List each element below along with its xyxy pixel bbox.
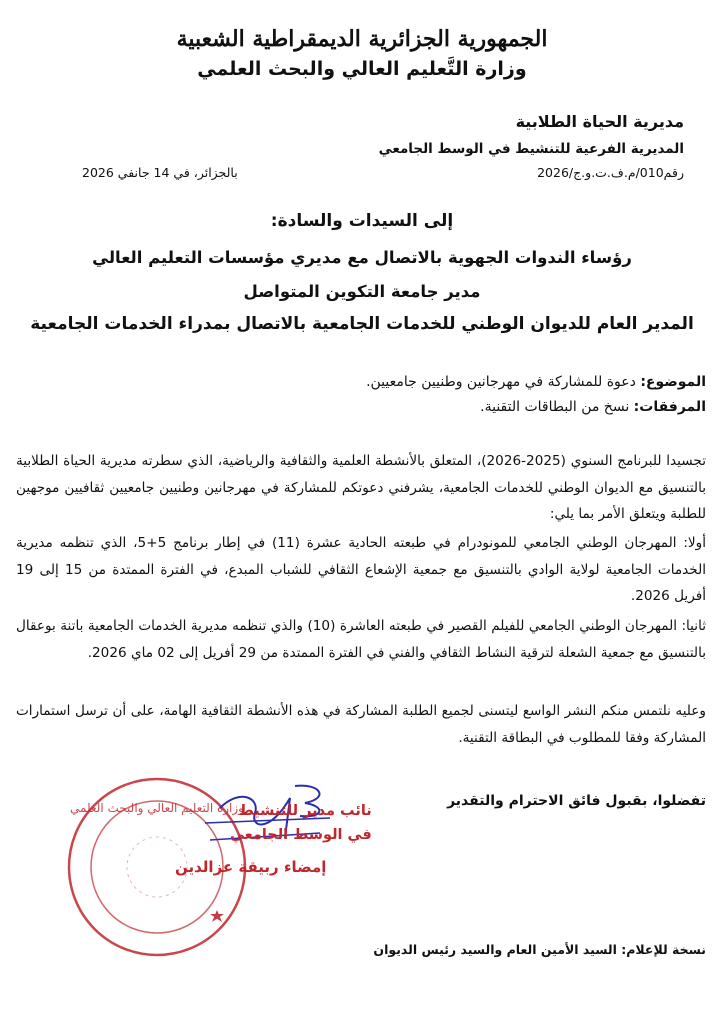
- directorate-name: مديرية الحياة الطلابية: [515, 112, 684, 131]
- svg-text:وزارة التعليم العالي والبحث ال: وزارة التعليم العالي والبحث العلمي: [70, 801, 244, 815]
- body-paragraph: ثانيا: المهرجان الوطني الجامعي للفيلم القصير في طبعته العاشرة (10) والذي تنظمه مديرية الخدمات الجامعية باتنة بوعقال بالتنسيق مع جمعية الشعلة لترقية النشاط الثقافي والفني في الفترة الممتدة من 29 أفريل إلى 02 ماي 2026.: [16, 618, 706, 661]
- signatory-title: [230, 799, 372, 847]
- signatory-title-line: في الوسط الجامعي: [230, 827, 372, 843]
- recipient-line: مدير جامعة التكوين المتواصل: [243, 282, 481, 301]
- body-paragraph: تجسيدا للبرنامج السنوي (2025-2026)، المتعلق بالأنشطة العلمية والثقافية والرياضية، الذي سطرته مديرية الحياة الطلابية بالتنسيق مع الديوان الوطني للخدمات الجامعية، يشرفني دعوتكم للمشاركة في مهرجانين وطنيين جامعيين ثقافيين موجهين للطلبة ويتعلق الأمر بما يلي:: [16, 453, 706, 522]
- recipient-line: رؤساء الندوات الجهوية بالاتصال مع مديري مؤسسات التعليم العالي: [92, 248, 632, 267]
- attachments-line: [480, 399, 706, 415]
- subject-line: [366, 374, 706, 390]
- reference-number: رقم010/م.ف.ت.و.ج/2026: [537, 165, 684, 180]
- ministry-heading: وزارة التَّعليم العالي والبحث العلمي: [197, 58, 527, 80]
- body-paragraph: أولا: المهرجان الوطني الجامعي للمونودرام في طبعته الحادية عشرة (11) في إطار برنامج 5+5، الذي تنظمه مديرية الخدمات الجامعية لولاية الوادي بالتنسيق مع جمعية الإشعاع الثقافي للشباب المبدع، في الفترة الممتدة من 15 إلى 19 أفريل 2026.: [16, 535, 706, 604]
- salutation: إلى السيدات والسادة:: [270, 211, 454, 231]
- body-paragraph: وعليه نلتمس منكم النشر الواسع ليتسنى لجميع الطلبة المشاركة في هذه الأنشطة الثقافية الهامة، على أن ترسل استمارات المشاركة وفقا للمطلوب في البطاقة التقنية.: [16, 703, 706, 746]
- signatory-title-line: نائب مدير للتنشيط: [238, 803, 372, 819]
- republic-heading: الجمهورية الجزائرية الديمقراطية الشعبية: [176, 26, 548, 52]
- closing-formula: تفضلوا، بقبول فائق الاحترام والتقدير: [447, 793, 706, 809]
- attachments-label: المرفقات:: [633, 399, 706, 415]
- subject-text: دعوة للمشاركة في مهرجانين وطنيين جامعيين.: [366, 374, 641, 390]
- date-place: بالجزائر، في 14 جانفي 2026: [82, 165, 238, 180]
- subdirectorate-name: المديرية الفرعية للتنشيط في الوسط الجامعي: [378, 141, 684, 157]
- signatory-name: إمضاء ربيقة عزالدين: [175, 858, 327, 876]
- copy-for-information: نسخة للإعلام: السيد الأمين العام والسيد رئيس الديوان: [373, 942, 706, 957]
- recipient-line: المدير العام للديوان الوطني للخدمات الجامعية بالاتصال بمدراء الخدمات الجامعية: [30, 314, 694, 334]
- subject-label: الموضوع:: [640, 374, 706, 390]
- attachments-text: نسخ من البطاقات التقنية.: [480, 399, 634, 415]
